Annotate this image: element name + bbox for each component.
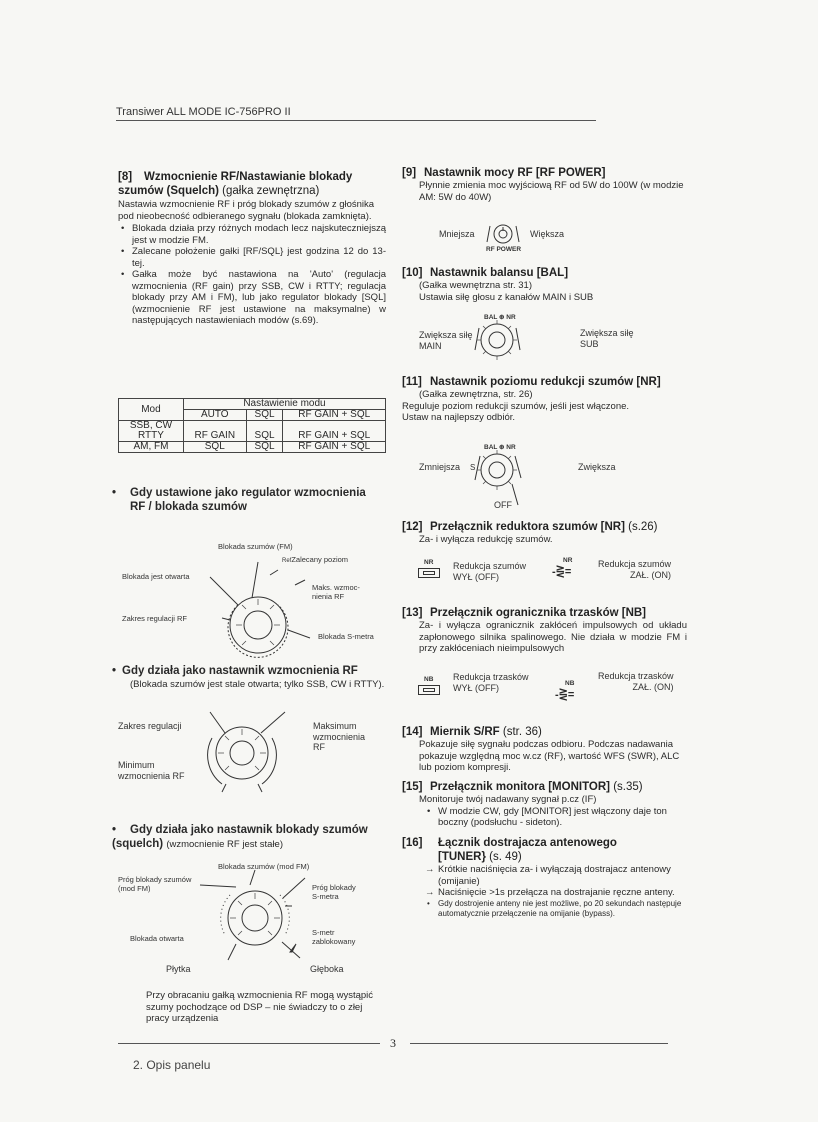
- section-title: Nastawnik poziomu redukcji szumów [NR]: [430, 376, 661, 388]
- label-nb-on: Redukcja trzasków ZAŁ. (ON): [598, 671, 674, 692]
- section-9-text: Płynnie zmienia moc wyjściową RF od 5W do 100W (w modzie AM: 5W do 40W): [419, 180, 684, 203]
- label-rf-power: RF POWER: [486, 246, 522, 253]
- section-ref: (s. 49): [489, 851, 522, 863]
- section-14: [402, 725, 702, 774]
- nb-tag-on: NB: [565, 680, 575, 687]
- label-bal-nr: BAL ⊕ NR: [484, 314, 516, 321]
- label-rf-range: Zakres regulacji RF: [122, 614, 188, 623]
- svg-text:S: S: [470, 463, 476, 472]
- section-12: [402, 520, 702, 546]
- label-smeter-locked: S-metr zablokowany: [312, 928, 356, 946]
- label-smeter-threshold: Próg blokady S-metra: [312, 883, 356, 901]
- section-number: [8]: [118, 171, 133, 183]
- section-13-text: Za- i wyłącza ogranicznik zakłóceń impulsowych od układu zapłonowego silnika spalinowego. Nie działa w modzie FM i przy zakłóceniach nieimpulsowych: [419, 620, 687, 654]
- section-title: Przełącznik ogranicznika trzasków [NB]: [430, 607, 647, 619]
- diagram-3-paren: (wzmocnienie RF jest stałe): [166, 839, 283, 850]
- table-header-span: Nastawienie modu: [183, 399, 385, 410]
- table-cell: SQL: [183, 442, 246, 453]
- table-col-header: AUTO: [183, 410, 246, 421]
- section-number: [10]: [402, 267, 423, 279]
- diagram-2-heading: • Gdy działa jako nastawnik wzmocnienia RF: [112, 665, 358, 677]
- label-threshold: Próg blokady szumów (mod FM): [118, 875, 192, 893]
- section-15-bullets: [424, 806, 678, 829]
- label-nr-on: Redukcja szumów ZAŁ. (ON): [598, 559, 672, 580]
- section-ref: (s.35): [613, 781, 643, 793]
- section-title: Nastawnik balansu [BAL]: [430, 267, 569, 279]
- page-number: 3: [390, 1036, 396, 1050]
- list-item: • Gałka może być nastawiona na 'Auto' (regulacja wzmocnienia (RF gain) przy SSB, CW i RTTY; regulacja blokady przy AM i FM), lub jako regulator blokady [SQL] (wzmocnienie RF jest ustawione na maksymalne) w następujących nastawieniach modów (s.69).: [132, 269, 386, 327]
- list-item: → Naciśnięcie >1s przełącza na dostrajanie ręczne anteny.: [438, 887, 678, 899]
- nb-tag-off: NB: [424, 676, 434, 683]
- label-increase: Zwiększa: [578, 462, 616, 472]
- label-less: Mniejsza: [439, 229, 475, 239]
- table-cell: RF GAIN + SQL: [283, 442, 386, 453]
- nr-tag-on: NR: [563, 557, 573, 564]
- label-max: Maksimum wzmocnienia RF: [313, 721, 366, 752]
- switch-on-icon: -⋛=: [552, 566, 572, 578]
- label-nb-off: Redukcja trzasków WYŁ (OFF): [453, 672, 529, 693]
- section-16-arrows: [424, 864, 678, 899]
- section-10-text: Ustawia siłę głosu z kanałów MAIN i SUB: [419, 291, 594, 303]
- label-deep: Głęboka: [310, 964, 344, 974]
- label-open: Blokada otwarta: [130, 934, 184, 943]
- section-ref: (s.26): [628, 521, 658, 533]
- label-nr-off: Redukcja szumów WYŁ (OFF): [453, 561, 527, 582]
- footer-rule-left: [118, 1043, 380, 1044]
- section-title: Nastawnik mocy RF [RF POWER]: [424, 167, 606, 179]
- section-number: [9]: [402, 167, 417, 179]
- section-8-intro: Nastawia wzmocnienie RF i próg blokady szumów z głośnika pod nieobecność odbieranego sygnału (blokada zamknięta).: [118, 199, 375, 222]
- section-13: [402, 606, 702, 655]
- footer-rule-right: [410, 1043, 668, 1044]
- switch-on-icon: -⋛=: [555, 689, 575, 701]
- label-bal-nr-2: BAL ⊕ NR: [484, 444, 516, 451]
- section-ref: (str. 36): [502, 726, 542, 738]
- list-item: → Krótkie naciśnięcia za- i wyłączają dostrajacz antenowy (omijanie): [438, 864, 678, 887]
- section-14-text: Pokazuje siłę sygnału podczas odbioru. Podczas nadawania pokazuje względną moc w.cz (RF), wartość WFS (SWR), ALC lub poziom kompresji.: [419, 739, 680, 773]
- list-item: • W modzie CW, gdy [MONITOR] jest włączony daje ton boczny (podsłuchu - sideton).: [438, 806, 678, 829]
- table-cell-mode: SSB, CW RTTY: [119, 421, 184, 442]
- diagram-3-title: Gdy działa jako nastawnik blokady szumów (squelch): [112, 824, 368, 850]
- header-title: Transiwer ALL MODE IC-756PRO II: [116, 106, 291, 118]
- table-cell: SQL: [246, 442, 283, 453]
- section-title: Łącznik dostrajacza antenowego [TUNER}: [438, 837, 617, 863]
- label-sub: Zwiększa siłę SUB: [580, 328, 634, 349]
- label-recommended: RefZalecany poziom: [282, 555, 349, 564]
- list-item: • Gdy dostrojenie anteny nie jest możliwe, po 20 sekundach następuje automatycznie przełączenie na omijanie (bypass).: [438, 899, 682, 919]
- section-number: [14]: [402, 726, 423, 738]
- label-decrease: Zmniejsza: [419, 462, 461, 472]
- section-number: [16]: [402, 837, 423, 849]
- section-number: [15]: [402, 781, 423, 793]
- section-title: Przełącznik monitora [MONITOR]: [430, 781, 610, 793]
- diagram-3-heading: • Gdy działa jako nastawnik blokady szumów (squelch) (wzmocnienie RF jest stałe): [112, 824, 368, 850]
- section-12-text: Za- i wyłącza redukcję szumów.: [419, 534, 553, 545]
- label-max-gain: Maks. wzmoc- nienia RF: [312, 583, 360, 601]
- table-cell: RF GAIN + SQL: [283, 421, 386, 442]
- section-10-paren: (Gałka wewnętrzna str. 31): [419, 280, 532, 291]
- section-title: Wzmocnienie RF/Nastawianie blokady szumów (Squelch): [118, 171, 353, 197]
- switch-off-icon: [418, 685, 440, 695]
- section-number: [12]: [402, 521, 423, 533]
- diagram-1-title: Gdy ustawione jako regulator wzmocnienia RF / blokada szumów: [130, 487, 366, 513]
- section-15-text: Monitoruje twój nadawany sygnał p.cz (IF): [419, 794, 597, 805]
- table-cell-mode: AM, FM: [119, 442, 184, 453]
- section-15: [402, 780, 702, 829]
- label-more: Większa: [530, 229, 565, 239]
- table-cell: RF GAIN: [183, 421, 246, 442]
- nr-tag-off: NR: [424, 559, 434, 566]
- list-item: • Zalecane położenie gałki [RF/SQL} jest godzina 12 do 13-tej.: [132, 246, 386, 269]
- table-cell: SQL: [246, 421, 283, 442]
- section-number: [11]: [402, 376, 422, 388]
- label-range: Zakres regulacji: [118, 721, 182, 731]
- section-16: [402, 836, 702, 919]
- label-squelch-fm-mode: Blokada szumów (mod FM): [218, 862, 310, 871]
- label-squelch-open: Blokada jest otwarta: [122, 572, 190, 581]
- label-smeter-squelch: Blokada S-metra: [318, 632, 374, 641]
- section-title: Przełącznik reduktora szumów [NR]: [430, 521, 625, 533]
- section-11-text: Reguluje poziom redukcji szumów, jeśli jest włączone. Ustaw na najlepszy odbiór.: [402, 400, 630, 423]
- diagram-2-note: (Blokada szumów jest stale otwarta; tylko SSB, CW i RTTY).: [130, 679, 385, 690]
- label-min: Minimum wzmocnienia RF: [118, 760, 185, 781]
- table-col-header: SQL: [246, 410, 283, 421]
- label-squelch-fm: Blokada szumów (FM): [218, 542, 293, 551]
- diagram-2-title: Gdy działa jako nastawnik wzmocnienia RF: [122, 665, 358, 677]
- section-11-paren: (Gałka zewnętrzna, str. 26): [419, 389, 533, 400]
- diagram-1-heading: • Gdy ustawione jako regulator wzmocnienia RF / blokada szumów: [112, 487, 366, 513]
- table-col-header: RF GAIN + SQL: [283, 410, 386, 421]
- switch-off-icon: [418, 568, 440, 578]
- list-item: • Blokada działa przy różnych modach lecz najskuteczniejszą jest w modzie FM.: [132, 223, 386, 246]
- label-shallow: Płytka: [166, 964, 191, 974]
- section-16-bullets: [424, 899, 682, 919]
- table-header-mode: Mod: [119, 399, 184, 421]
- section-number: [13]: [402, 607, 423, 619]
- section-title: Miernik S/RF: [430, 726, 500, 738]
- label-main: Zwiększa siłę MAIN: [419, 330, 473, 351]
- label-off: OFF: [494, 500, 512, 510]
- section-title-paren: (gałka zewnętrzna): [222, 185, 320, 197]
- dsp-note: Przy obracaniu gałką wzmocnienia RF mogą wystąpić szumy pochodzące od DSP – nie świadczy to o złej pracy urządzenia: [146, 990, 374, 1024]
- footer-section: 2. Opis panelu: [133, 1058, 211, 1072]
